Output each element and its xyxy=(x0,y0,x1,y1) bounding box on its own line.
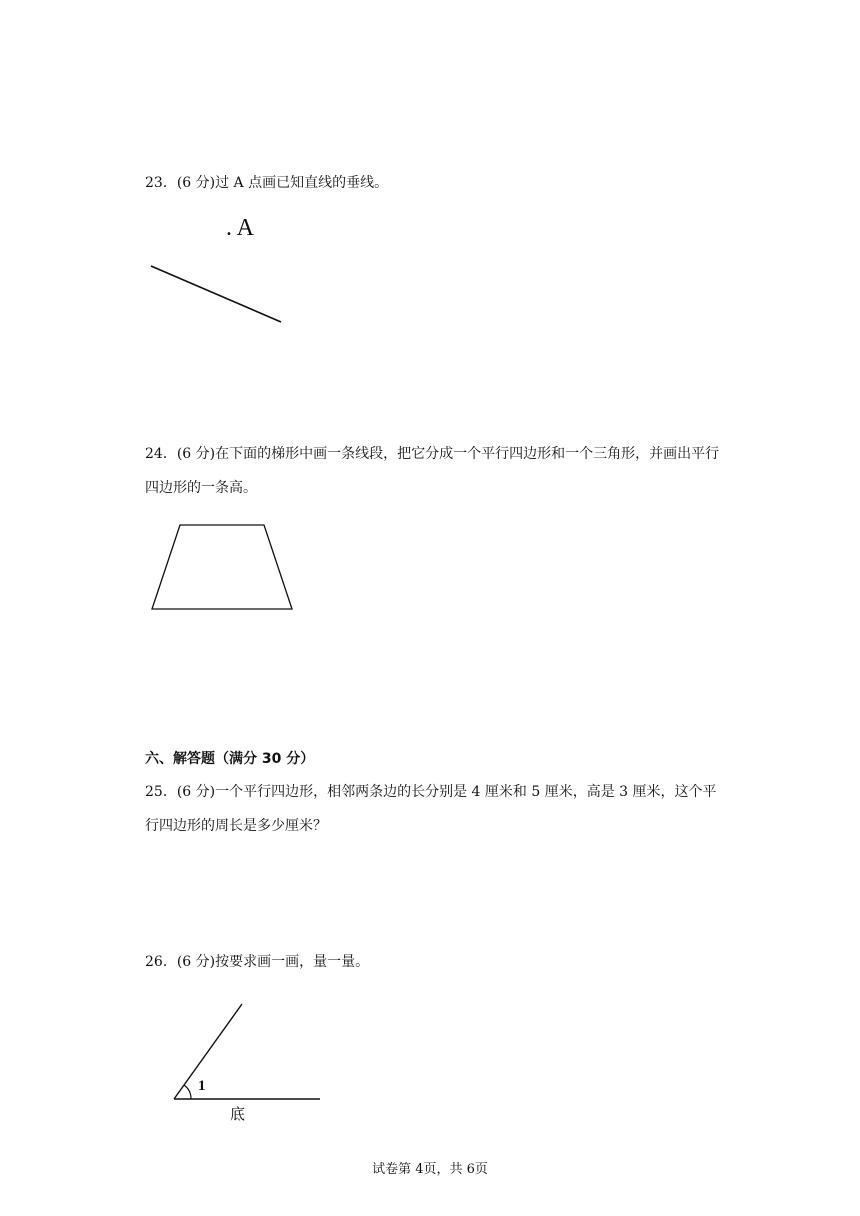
point-a-label: . A xyxy=(226,215,255,241)
question-25-text: 25．(6 分)一个平行四边形，相邻两条边的长分别是 4 厘米和 5 厘米，高是 3 厘米，这个平行四边形的周长是多少厘米？ xyxy=(145,784,717,834)
question-23-text: 23．(6 分)过 A 点画已知直线的垂线。 xyxy=(145,175,389,191)
question-26-text: 26．(6 分)按要求画一画，量一量。 xyxy=(145,954,370,970)
page-footer: 试卷第 4页，共 6页 xyxy=(372,1162,488,1177)
question-24-text: 24．(6 分)在下面的梯形中画一条线段，把它分成一个平行四边形和一个三角形，并画出平行四边形的一条高。 xyxy=(145,446,720,496)
angle-arc xyxy=(184,1085,191,1099)
section-6-title: 六、解答题（满分 30 分） xyxy=(145,751,315,767)
angle-1-label: 1 xyxy=(198,1078,206,1094)
base-label: 底 xyxy=(230,1105,246,1123)
